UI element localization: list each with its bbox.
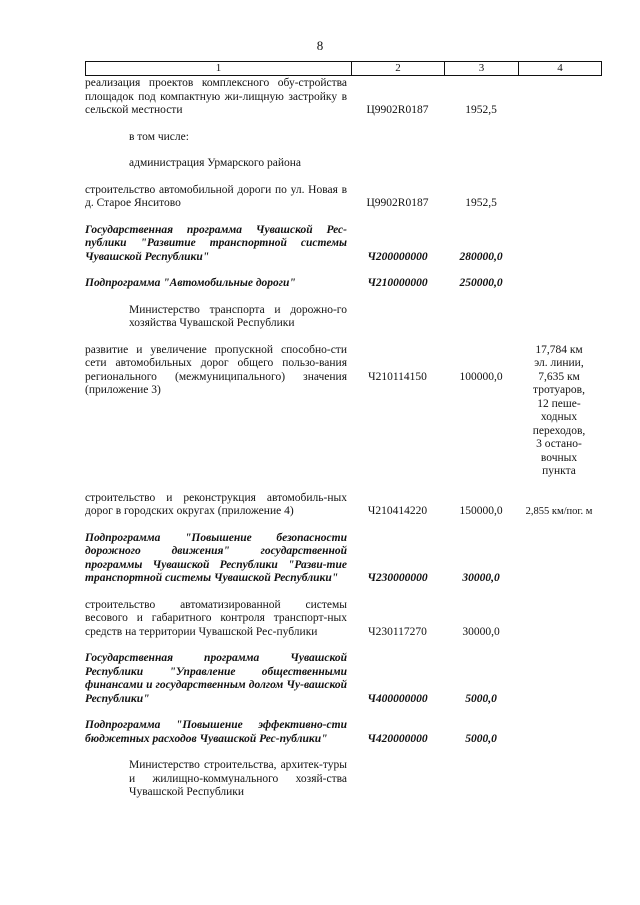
table-row: [85, 304, 600, 331]
row-code: Ч230117270: [368, 625, 427, 638]
table-row: [85, 277, 600, 291]
row-amount: 250000,0: [459, 277, 503, 289]
page-number: 8: [316, 38, 324, 53]
row-amount: 30000,0: [462, 572, 500, 584]
header-col-4: 4: [557, 62, 563, 74]
row-description: администрация Урмарского района: [129, 157, 301, 169]
row-code: Ц9902R0187: [366, 104, 429, 116]
table-row: [85, 344, 600, 479]
header-col-3: 3: [445, 62, 519, 75]
table-row: [85, 719, 600, 746]
row-code: Ч200000000: [367, 250, 428, 263]
row-code: Ч400000000: [367, 692, 428, 705]
row-code: Ч210114150: [368, 370, 427, 383]
row-amount: 5000,0: [465, 732, 497, 745]
row-amount: 100000,0: [459, 370, 503, 383]
row-description: Государственная программа Чувашской Республики "Управление общественными финансами и государственным долгом Чу-вашской Республики": [85, 652, 347, 705]
row-amount: 1952,5: [465, 197, 497, 209]
table-row: [85, 599, 600, 640]
row-amount: 1952,5: [465, 104, 497, 116]
table-row: [85, 157, 600, 171]
row-code: Ч230000000: [367, 572, 428, 584]
row-code: Ч210000000: [367, 277, 428, 289]
row-amount: 30000,0: [462, 625, 500, 638]
row-description: реализация проектов комплексного обу-стройства площадок под компактную жи-лищную застройку в сельской местности: [85, 77, 347, 116]
row-description: Государственная программа Чувашской Рес-публики "Развитие транспортной системы Чувашской Республики": [85, 223, 347, 263]
table-row: [85, 131, 600, 145]
table-row: [85, 184, 600, 211]
row-description: развитие и увеличение пропускной способно-сти сети автомобильных дорог общего пользо-вания регионального (межмуниципального) значения (приложение 3): [85, 343, 347, 396]
row-code: Ц9902R0187: [366, 197, 429, 209]
row-note: 17,784 км эл. линии, 7,635 км тротуаров, 12 пеше-ходных переходов, 3 остано-вочных пункта: [532, 343, 586, 477]
row-code: Ч210414220: [367, 505, 428, 517]
row-description: Подпрограмма "Автомобильные дороги": [85, 277, 296, 289]
table-row: [85, 652, 600, 706]
table-header: [85, 61, 602, 76]
table-row: [85, 77, 600, 118]
row-description: строительство автоматизированной системы весового и габаритного контроля транспорт-ных средств на территории Чувашской Рес-публики: [85, 598, 347, 638]
row-description: строительство автомобильной дороги по ул. Новая в д. Старое Янситово: [85, 183, 347, 209]
header-col-2: 2: [352, 62, 445, 75]
row-description: Министерство транспорта и дорожно-го хозяйства Чувашской Республики: [129, 303, 347, 329]
table-row: [85, 759, 600, 800]
table-row: [85, 532, 600, 586]
row-note: 2,855 км/пог. м: [525, 506, 593, 517]
row-amount: 280000,0: [459, 250, 503, 263]
row-description: строительство и реконструкция автомобиль-ных дорог в городских округах (приложение 4): [85, 491, 347, 517]
header-col-1: 1: [86, 62, 352, 75]
row-amount: 150000,0: [459, 505, 503, 517]
row-code: Ч420000000: [367, 732, 428, 745]
row-description: в том числе:: [129, 130, 189, 143]
row-description: Подпрограмма "Повышение безопасности дорожного движения" государственной программы Чувашской Республики "Разви-тие транспортной системы Чувашской Республики": [85, 531, 347, 584]
table-row: [85, 224, 600, 265]
table-body: [85, 77, 600, 800]
row-amount: 5000,0: [465, 692, 497, 705]
table-row: [85, 492, 600, 519]
row-description: Министерство строительства, архитек-туры и жилищно-коммунального хозяй-ства Чувашской Республики: [129, 759, 347, 798]
row-description: Подпрограмма "Повышение эффективно-сти бюджетных расходов Чувашской Рес-публики": [85, 719, 347, 745]
